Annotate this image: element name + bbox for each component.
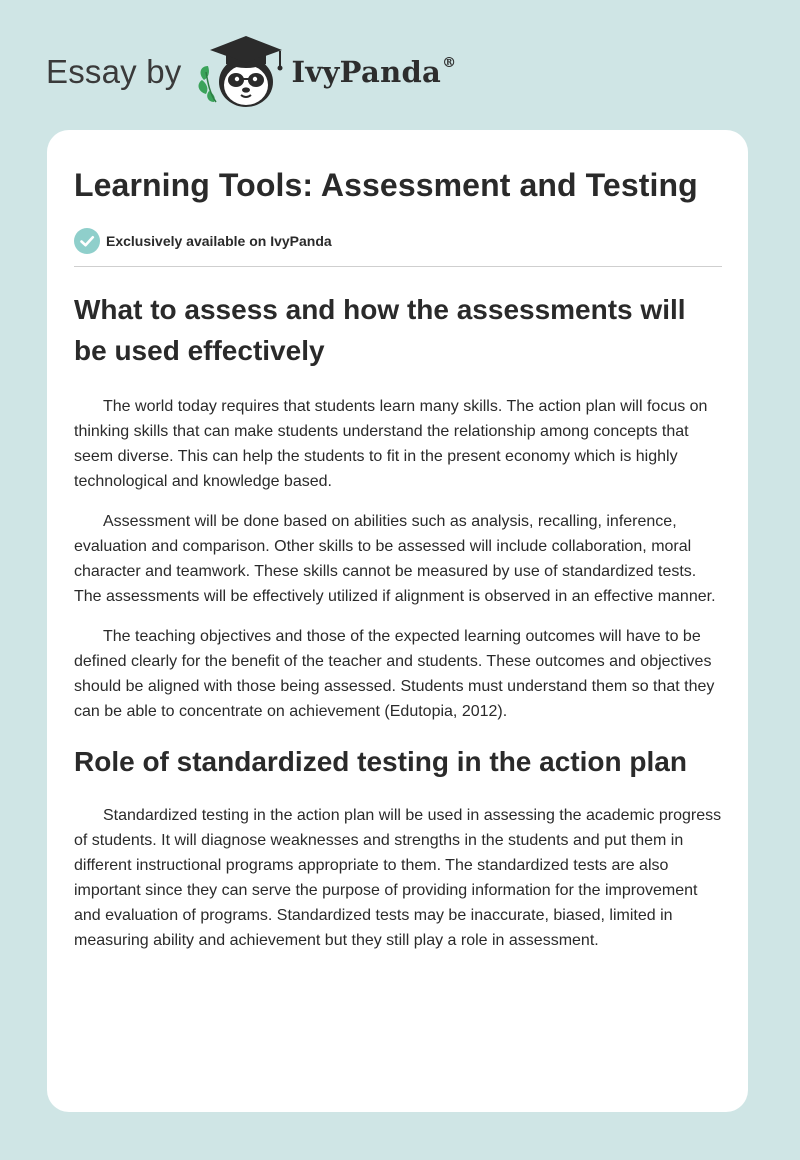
- registered-mark: ®: [442, 55, 457, 71]
- paragraph: The teaching objectives and those of the expected learning outcomes will have to be defined clearly for the benefit of the teacher and students. These outcomes and objectives should be aligned with those being assessed. Students must understand them so that they can be able to concentrate on achievement (Edutopia, 2012).: [74, 628, 715, 720]
- site-header: [46, 32, 456, 112]
- title-divider: [74, 266, 722, 267]
- brand-name[interactable]: [292, 55, 457, 89]
- check-circle-icon: [74, 228, 100, 254]
- panda-graduation-cap-icon[interactable]: [196, 32, 288, 112]
- paragraph: Standardized testing in the action plan will be used in assessing the academic progress of students. It will diagnose weaknesses and strengths in the students and put them in different instructional programs appropriate to them. The standardized tests are also important since they can serve the purpose of providing information for the improvement and evaluation of programs. Standardized tests may be inaccurate, biased, limited in measuring ability and achievement but they still play a role in assessment.: [74, 807, 722, 949]
- exclusive-label: Exclusively available on IvyPanda: [106, 233, 332, 249]
- exclusive-badge: [74, 228, 722, 254]
- essay-by-label: Essay by: [46, 53, 182, 90]
- paragraph: Assessment will be done based on abilities such as analysis, recalling, inference, evaluation and comparison. Other skills to be assessed will include collaboration, moral character and teamwork. These skills cannot be measured by use of standardized tests. The assessments will be effectively utilized if alignment is observed in an effective manner.: [74, 513, 716, 605]
- brand-label: IvyPanda: [291, 55, 442, 89]
- section-heading-what-to-assess: What to assess and how the assessments will be used effectively: [74, 294, 686, 366]
- section-heading-standardized-testing: Role of standardized testing in the action plan: [74, 746, 687, 777]
- essay-title: Learning Tools: Assessment and Testing: [74, 167, 698, 203]
- paragraph: The world today requires that students learn many skills. The action plan will focus on thinking skills that can make students understand the relationship among concepts that seem diverse. This can help the students to fit in the present economy which is highly technological and knowledge based.: [74, 398, 708, 490]
- essay-card: [47, 130, 748, 1112]
